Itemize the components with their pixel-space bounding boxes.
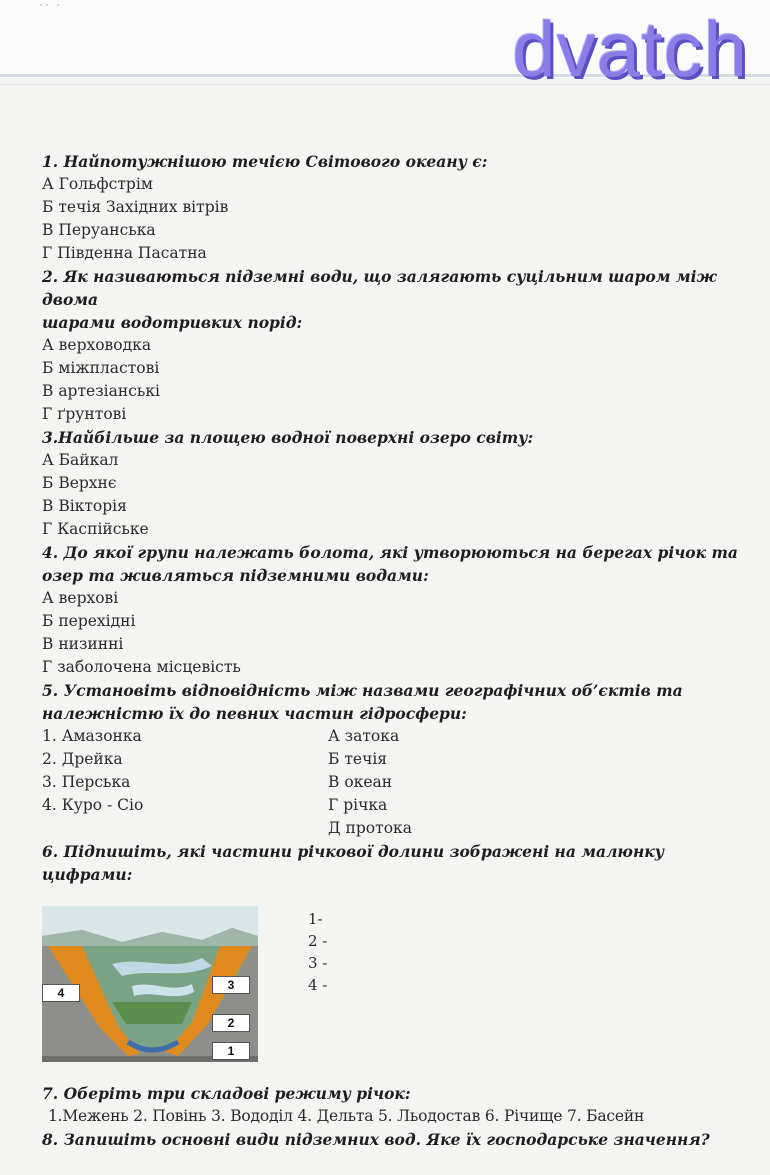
- q5-right-b: Б течія: [328, 750, 388, 768]
- q5-left-2: 2. Дрейка: [42, 750, 123, 768]
- q3-option-a: А Байкал: [42, 451, 119, 469]
- question-4-line-2: озер та живляться підземними водами:: [42, 566, 429, 585]
- q1-option-b: Б течія Західних вітрів: [42, 198, 229, 216]
- q4-option-a: А верхові: [42, 589, 119, 607]
- question-3: 3.Найбільше за площею водної поверхні озеро світу:: [42, 428, 534, 447]
- question-6: 6. Підпишіть, які частини річкової долини зображені на малюнку цифрами:: [42, 842, 665, 884]
- question-2-line-1: 2. Як називаються підземні води, що залягають суцільним шаром між двома: [42, 267, 717, 309]
- q4-option-b: Б перехідні: [42, 612, 136, 630]
- q5-left-1: 1. Амазонка: [42, 727, 142, 745]
- question-5-line-2: належністю їх до певних частин гідросфери:: [42, 704, 467, 723]
- q6-blank-2[interactable]: 2 -: [308, 932, 328, 950]
- q2-option-c: В артезіанські: [42, 382, 160, 400]
- q5-row-4: [42, 794, 742, 817]
- q1-option-a: А Гольфстрім: [42, 175, 153, 193]
- river-valley-diagram: [42, 906, 258, 1062]
- q5-right-a: А затока: [328, 727, 400, 745]
- question-2-line-2: шарами водотривких порід:: [42, 313, 303, 332]
- q4-option-d: Г заболочена місцевість: [42, 658, 241, 676]
- q6-blank-1[interactable]: 1-: [308, 910, 323, 928]
- figure-label-1: 1: [212, 1042, 250, 1060]
- q3-option-d: Г Каспійське: [42, 520, 149, 538]
- cropped-header-remnant: ·· ·: [38, 0, 61, 14]
- q5-left-4: 4. Куро - Сіо: [42, 796, 144, 814]
- quiz-document: [42, 150, 742, 1151]
- figure-label-2: 2: [212, 1014, 250, 1032]
- q2-option-b: Б міжпластові: [42, 359, 160, 377]
- q5-right-d: Г річка: [328, 796, 388, 814]
- q1-option-c: В Перуанська: [42, 221, 156, 239]
- q5-row-3: [42, 771, 742, 794]
- q2-option-a: А верховодка: [42, 336, 152, 354]
- q5-row-1: [42, 725, 742, 748]
- figure-label-3: 3: [212, 976, 250, 994]
- question-5-line-1: 5. Установіть відповідність між назвами географічних об’єктів та: [42, 681, 683, 700]
- q6-answer-blanks: [308, 908, 327, 996]
- question-8: 8. Запишіть основні види підземних вод. Яке їх господарське значення?: [42, 1130, 710, 1149]
- q2-option-d: Г ґрунтові: [42, 405, 127, 423]
- q5-left-3: 3. Перська: [42, 773, 131, 791]
- question-1: 1. Найпотужнішою течією Світового океану є:: [42, 152, 488, 171]
- q5-row-2: [42, 748, 742, 771]
- question-7: 7. Оберіть три складові режиму річок:: [42, 1084, 411, 1103]
- figure-label-4: 4: [42, 984, 80, 1002]
- question-4-line-1: 4. До якої групи належать болота, які утворюються на берегах річок та: [42, 543, 738, 562]
- q3-option-c: В Вікторія: [42, 497, 127, 515]
- q4-option-c: В низинні: [42, 635, 124, 653]
- watermark: dvatch: [512, 5, 748, 93]
- q6-blank-3[interactable]: 3 -: [308, 954, 328, 972]
- q1-option-d: Г Південна Пасатна: [42, 244, 207, 262]
- q3-option-b: Б Верхнє: [42, 474, 117, 492]
- q6-figure-row: [42, 886, 742, 1082]
- q5-right-e: Д протока: [328, 819, 412, 837]
- q6-blank-4[interactable]: 4 -: [308, 976, 328, 994]
- q5-right-c: В океан: [328, 773, 393, 791]
- q5-row-5: [42, 817, 742, 840]
- q7-options: 1.Межень 2. Повінь 3. Вододіл 4. Дельта 5. Льодостав 6. Річище 7. Басейн: [48, 1107, 645, 1125]
